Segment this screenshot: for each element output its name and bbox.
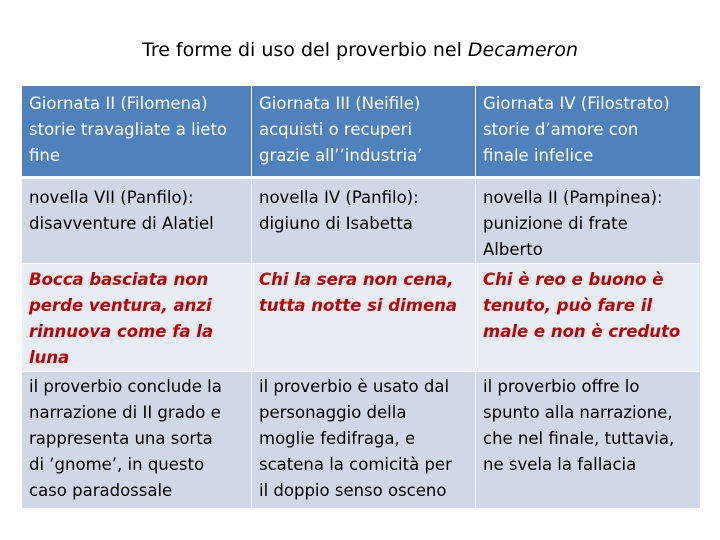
table-cell bbox=[476, 372, 700, 509]
title-italic: Decameron bbox=[467, 39, 578, 61]
cell-line: il doppio senso osceno bbox=[259, 481, 447, 500]
table-cell bbox=[252, 372, 476, 509]
cell-line: Chi è reo e buono è bbox=[483, 270, 664, 289]
cell-line: il proverbio offre lo bbox=[483, 377, 640, 396]
cell-line: tutta notte si dimena bbox=[259, 296, 458, 315]
table-cell bbox=[252, 264, 476, 372]
cell-line: finale infelice bbox=[483, 146, 594, 165]
table-row-commento bbox=[22, 372, 700, 509]
header-cell-giornata-iv bbox=[476, 86, 700, 179]
table-cell bbox=[22, 264, 252, 372]
cell-line: il proverbio conclude la bbox=[29, 377, 222, 396]
cell-line: male e non è creduto bbox=[483, 322, 681, 341]
cell-line: Giornata II (Filomena) bbox=[29, 94, 208, 113]
table-cell bbox=[22, 179, 252, 264]
table-cell bbox=[476, 179, 700, 264]
table-row-proverbi bbox=[22, 264, 700, 372]
cell-line: narrazione di II grado e bbox=[29, 403, 221, 422]
cell-line: luna bbox=[29, 348, 70, 367]
cell-line: novella IV (Panfilo): bbox=[259, 188, 419, 207]
cell-line: fine bbox=[29, 146, 61, 165]
cell-line: il proverbio è usato dal bbox=[259, 377, 450, 396]
cell-line: novella II (Pampinea): bbox=[483, 188, 663, 207]
header-cell-giornata-ii bbox=[22, 86, 252, 179]
cell-line: caso paradossale bbox=[29, 481, 173, 500]
cell-line: novella VII (Panfilo): bbox=[29, 188, 194, 207]
cell-line: di ‘gnome’, in questo bbox=[29, 455, 205, 474]
cell-line: ne svela la fallacia bbox=[483, 455, 637, 474]
cell-line: che nel finale, tuttavia, bbox=[483, 429, 675, 448]
cell-line: spunto alla narrazione, bbox=[483, 403, 673, 422]
cell-line: grazie all’’industria’ bbox=[259, 146, 423, 165]
cell-line: Bocca basciata non bbox=[29, 270, 209, 289]
cell-line: Giornata IV (Filostrato) bbox=[483, 94, 670, 113]
cell-line: rinnuova come fa la bbox=[29, 322, 214, 341]
cell-line: moglie fedifraga, e bbox=[259, 429, 416, 448]
table-header-row bbox=[22, 86, 700, 179]
slide-title bbox=[0, 38, 720, 62]
cell-line: punizione di frate bbox=[483, 214, 628, 233]
cell-line: Chi la sera non cena, bbox=[259, 270, 454, 289]
cell-line: personaggio della bbox=[259, 403, 407, 422]
cell-line: scatena la comicità per bbox=[259, 455, 452, 474]
title-text: Tre forme di uso del proverbio nel bbox=[142, 39, 468, 61]
cell-line: acquisti o recuperi bbox=[259, 120, 413, 139]
table-cell bbox=[22, 372, 252, 509]
table-cell bbox=[252, 179, 476, 264]
cell-line: storie d’amore con bbox=[483, 120, 639, 139]
header-cell-giornata-iii bbox=[252, 86, 476, 179]
cell-line: Giornata III (Neifile) bbox=[259, 94, 421, 113]
cell-line: Alberto bbox=[483, 240, 543, 259]
table-cell bbox=[476, 264, 700, 372]
proverbs-table bbox=[22, 86, 700, 509]
cell-line: tenuto, può fare il bbox=[483, 296, 653, 315]
cell-line: digiuno di Isabetta bbox=[259, 214, 413, 233]
cell-line: rappresenta una sorta bbox=[29, 429, 213, 448]
table-row-novelle bbox=[22, 179, 700, 264]
cell-line: perde ventura, anzi bbox=[29, 296, 212, 315]
cell-line: disavventure di Alatiel bbox=[29, 214, 214, 233]
cell-line: storie travagliate a lieto bbox=[29, 120, 228, 139]
